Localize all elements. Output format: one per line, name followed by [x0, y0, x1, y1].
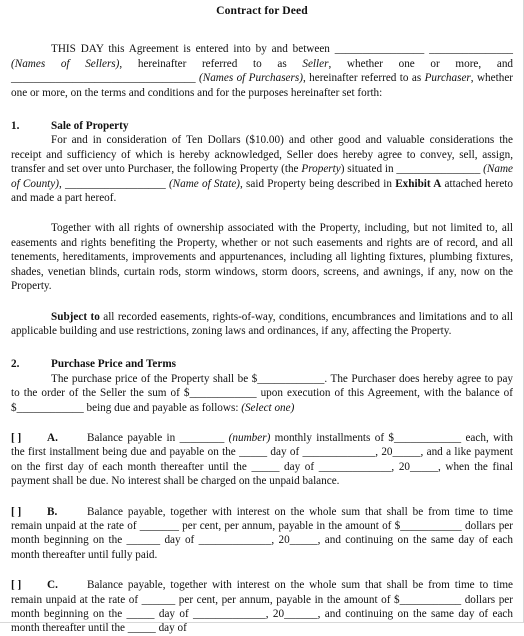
option-b-checkbox[interactable]: [ ] — [11, 505, 22, 518]
section-1-paragraph-3: Subject to all recorded easements, rights-of-way, conditions, encumbrances and limitations and to all applicable building and use restrictions, zoning laws and ordinances, if any, affecting the Property. — [11, 310, 513, 337]
section-1-paragraph-1: For and in consideration of Ten Dollars ($10.00) and other good and valuable considerations the receipt and sufficiency of which is hereby acknowledged, Seller does hereby agree to convey, sell, assign, transfer and set over unto Purchaser, the following Property (the Property) situated in _______________ (Name of County), __________________ (Name of State), said Property being described in Exhibit A attached hereto and made a part hereof. — [11, 134, 514, 205]
section-1-heading — [11, 119, 513, 133]
section-number: 1. — [11, 120, 20, 133]
intro-paragraph: THIS DAY this Agreement is entered into by and between ________________ _______________ (Names of Sellers), hereinafter referred to as Seller, whether one or more, and _________________________________ (Names of Purchasers), hereinafter referred to as Purchaser, whether one or more, on the terms and conditions and for the purposes hereinafter set forth: — [11, 43, 514, 99]
option-b-paragraph: [ ] B. Balance payable, together with interest on the whole sum that shall be from time to time remain unpaid at the rate of _______ per cent, per annum, payable in the amount of $___________ dollars per month beginning on the ______ day of _____________, 20_____, and continuing on the same day of each month thereafter until fully paid. — [11, 505, 513, 561]
section-title: Sale of Property — [51, 120, 129, 133]
document-title: Contract for Deed — [216, 4, 308, 17]
option-a-letter: A. — [47, 431, 58, 444]
section-number: 2. — [11, 358, 20, 371]
option-a-checkbox[interactable]: [ ] — [11, 431, 22, 444]
option-c-checkbox[interactable]: [ ] — [11, 579, 22, 592]
section-2-paragraph-1: The purchase price of the Property shall be $____________. The Purchaser does hereby agree to pay to the order of the Seller the sum of $____________ upon execution of this Agreement, with the balance of $____________ being due and payable as follows: (Select one) — [11, 372, 513, 414]
option-a-paragraph: [ ] A. Balance payable in ________ (number) monthly installments of $____________ each, with the first installment being due and payable on the _____ day of _____________, 20_____, and a like payment on the first day of each month thereafter until the _____ day of _____________, 20_____, when the final payment shall be due. No interest shall be charged on the unpaid balance. — [11, 431, 513, 488]
option-c-paragraph: [ ] C. Balance payable, together with interest on the whole sum that shall be from time to time remain unpaid at the rate of ______ per cent, per annum, payable in the amount of $___________ dollars per month beginning on the _____ day of _____________, 20______, and continuing on the same day of each month thereafter until the _____ day of — [11, 579, 513, 635]
section-1-paragraph-2: Together with all rights of ownership associated with the Property, including, but not limited to, all easements and rights benefiting the Property, whether or not such easements and rights are of record, and all tenements, hereditaments, improvements and appurtenances, including all lighting fixtures, plumbing fixtures, shades, venetian blinds, curtain rods, storm windows, storm doors, screens, and awnings, if any, now on the Property. — [11, 222, 513, 293]
option-b-letter: B. — [47, 505, 58, 518]
section-2-heading — [11, 357, 513, 371]
section-title: Purchase Price and Terms — [51, 358, 177, 371]
option-c-letter: C. — [47, 579, 58, 592]
